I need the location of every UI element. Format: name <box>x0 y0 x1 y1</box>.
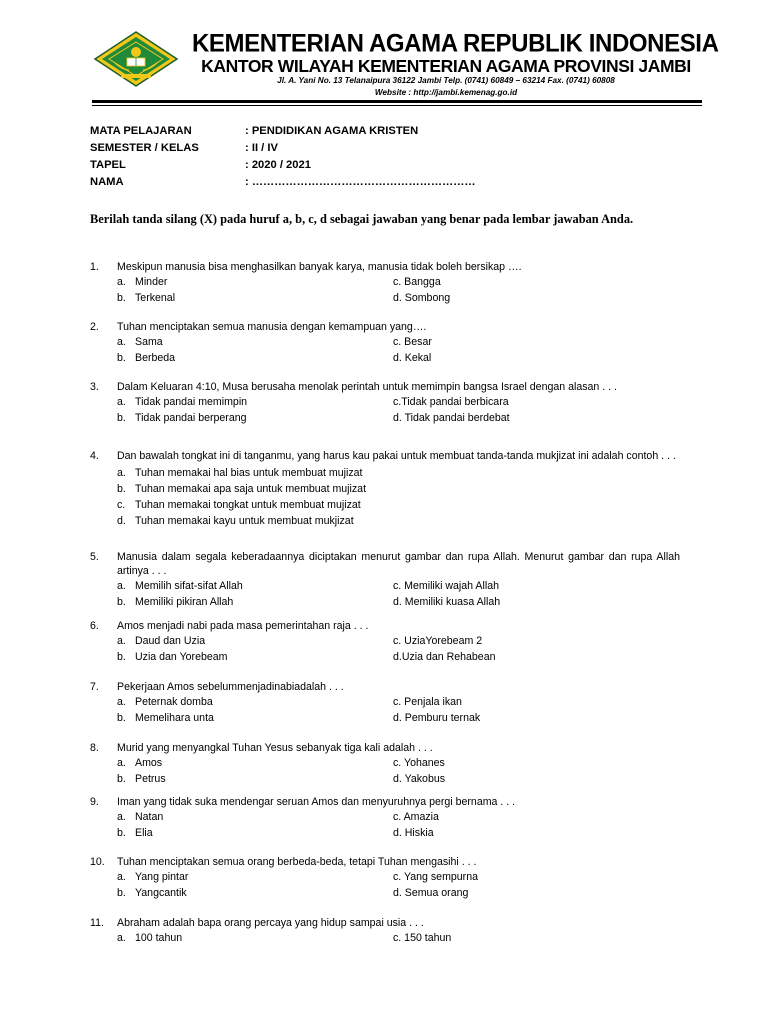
option-c: c. Bangga <box>393 276 441 288</box>
question-text: Manusia dalam segala keberadaannya diciptakan menurut gambar dan rupa Allah. Menurut gambar dan rupa Allah artinya . . . <box>117 551 680 577</box>
info-row-subject <box>90 125 625 142</box>
question-text: Abraham adalah bapa orang percaya yang hidup sampai usia . . . <box>117 917 424 929</box>
option-c: c. Besar <box>393 336 432 348</box>
letterhead-title: KEMENTERIAN AGAMA REPUBLIK INDONESIA <box>192 29 719 58</box>
question-number: 9. <box>90 796 99 808</box>
option-d: d. Hiskia <box>393 827 434 839</box>
question-2 <box>90 320 680 366</box>
option-d: d. Tuhan memakai kayu untuk membuat mukjizat <box>117 515 354 527</box>
question-text: Dalam Keluaran 4:10, Musa berusaha menolak perintah untuk memimpin bangsa Israel dengan alasan . . . <box>117 381 617 393</box>
letterhead-address: Jl. A. Yani No. 13 Telanaipura 36122 Jambi Telp. (0741) 60849 – 63214 Fax. (0741) 60808 <box>277 76 615 85</box>
option-b: b. Berbeda <box>117 352 176 364</box>
info-label: MATA PELAJARAN <box>90 125 192 137</box>
option-b: b. Petrus <box>117 773 166 785</box>
option-a: a. Memilih sifat-sifat Allah <box>117 580 243 592</box>
option-c: c. Penjala ikan <box>393 696 462 708</box>
question-number: 11. <box>90 917 104 929</box>
option-b: b. Terkenal <box>117 292 176 304</box>
question-number: 5. <box>90 551 99 563</box>
question-text: Iman yang tidak suka mendengar seruan Amos dan menyuruhnya pergi bernama . . . <box>117 796 516 808</box>
info-value: : …………………………………………………… <box>245 176 476 188</box>
question-text: Meskipun manusia bisa menghasilkan banyak karya, manusia tidak boleh bersikap …. <box>117 261 522 273</box>
option-c: c. Tuhan memakai tongkat untuk membuat mujizat <box>117 499 361 511</box>
question-6 <box>90 619 680 665</box>
option-c: c. Memiliki wajah Allah <box>393 580 499 592</box>
option-a: a. Daud dan Uzia <box>117 635 206 647</box>
question-number: 3. <box>90 381 99 393</box>
option-c: c. Amazia <box>393 811 439 823</box>
info-row-name <box>90 176 625 193</box>
instruction-text: Berilah tanda silang (X) pada huruf a, b, c, d sebagai jawaban yang benar pada lembar jawaban Anda. <box>90 212 634 226</box>
option-a: a. Natan <box>117 811 164 823</box>
option-d: d. Sombong <box>393 292 451 304</box>
info-value: : 2020 / 2021 <box>245 159 311 171</box>
question-1 <box>90 260 680 306</box>
letterhead-divider-thick <box>92 100 702 103</box>
question-4 <box>90 449 680 529</box>
info-label: SEMESTER / KELAS <box>90 142 199 154</box>
option-d: d. Kekal <box>393 352 432 364</box>
option-d: d. Semua orang <box>393 887 469 899</box>
question-number: 2. <box>90 321 99 333</box>
question-number: 7. <box>90 681 99 693</box>
option-d: d.Uzia dan Rehabean <box>393 651 496 663</box>
option-d: d. Tidak pandai berdebat <box>393 412 510 424</box>
option-a: a. Tuhan memakai hal bias untuk membuat mujizat <box>117 467 363 479</box>
option-c: c. Yang sempurna <box>393 871 478 883</box>
question-text: Tuhan menciptakan semua orang berbeda-beda, tetapi Tuhan mengasihi . . . <box>117 856 477 868</box>
question-3 <box>90 380 680 426</box>
option-c: c.Tidak pandai berbicara <box>393 396 509 408</box>
option-b: b. Tidak pandai berperang <box>117 412 247 424</box>
question-10 <box>90 855 680 901</box>
kemenag-emblem-icon <box>93 30 179 88</box>
option-d: d. Pemburu ternak <box>393 712 481 724</box>
option-b: b. Uzia dan Yorebeam <box>117 651 228 663</box>
info-label: TAPEL <box>90 159 126 171</box>
option-a: a. Yang pintar <box>117 871 189 883</box>
info-value: : II / IV <box>245 142 278 154</box>
question-5 <box>90 550 680 610</box>
letterhead-website: Website : http://jambi.kemenag.go.id <box>374 88 518 97</box>
question-text: Pekerjaan Amos sebelummenjadinabiadalah . . . <box>117 681 344 693</box>
question-7 <box>90 680 680 726</box>
option-a: a. 100 tahun <box>117 932 183 944</box>
question-9 <box>90 795 680 841</box>
question-number: 8. <box>90 742 99 754</box>
option-a: a. Tidak pandai memimpin <box>117 396 248 408</box>
exam-info-table <box>90 125 625 193</box>
option-c: c. UziaYorebeam 2 <box>393 635 483 647</box>
letterhead-subtitle: KANTOR WILAYAH KEMENTERIAN AGAMA PROVINSI JAMBI <box>201 56 691 76</box>
question-text: Tuhan menciptakan semua manusia dengan kemampuan yang…. <box>117 321 427 333</box>
option-d: d. Yakobus <box>393 773 446 785</box>
question-number: 6. <box>90 620 99 632</box>
info-row-year <box>90 159 625 176</box>
option-d: d. Memiliki kuasa Allah <box>393 596 501 608</box>
option-c: c. Yohanes <box>393 757 445 769</box>
option-a: a. Amos <box>117 757 163 769</box>
question-text: Murid yang menyangkal Tuhan Yesus sebanyak tiga kali adalah . . . <box>117 742 433 754</box>
info-row-semester <box>90 142 625 159</box>
option-b: b. Yangcantik <box>117 887 187 899</box>
option-b: b. Memelihara unta <box>117 712 214 724</box>
option-a: a. Peternak domba <box>117 696 213 708</box>
info-value: : PENDIDIKAN AGAMA KRISTEN <box>245 125 419 137</box>
question-8 <box>90 741 680 787</box>
question-11 <box>90 916 680 946</box>
option-b: b. Memiliki pikiran Allah <box>117 596 234 608</box>
option-c: c. 150 tahun <box>393 932 452 944</box>
question-number: 10. <box>90 856 105 868</box>
info-label: NAMA <box>90 176 124 188</box>
option-a: a. Sama <box>117 336 163 348</box>
question-number: 1. <box>90 261 99 273</box>
letterhead-divider-thin <box>92 105 702 106</box>
question-text: Dan bawalah tongkat ini di tanganmu, yang harus kau pakai untuk membuat tanda-tanda mukjizat ini adalah contoh . . . <box>117 450 676 462</box>
question-text: Amos menjadi nabi pada masa pemerintahan raja . . . <box>117 620 369 632</box>
option-b: b. Tuhan memakai apa saja untuk membuat mujizat <box>117 483 367 495</box>
option-b: b. Elia <box>117 827 153 839</box>
question-number: 4. <box>90 450 99 462</box>
option-a: a. Minder <box>117 276 168 288</box>
